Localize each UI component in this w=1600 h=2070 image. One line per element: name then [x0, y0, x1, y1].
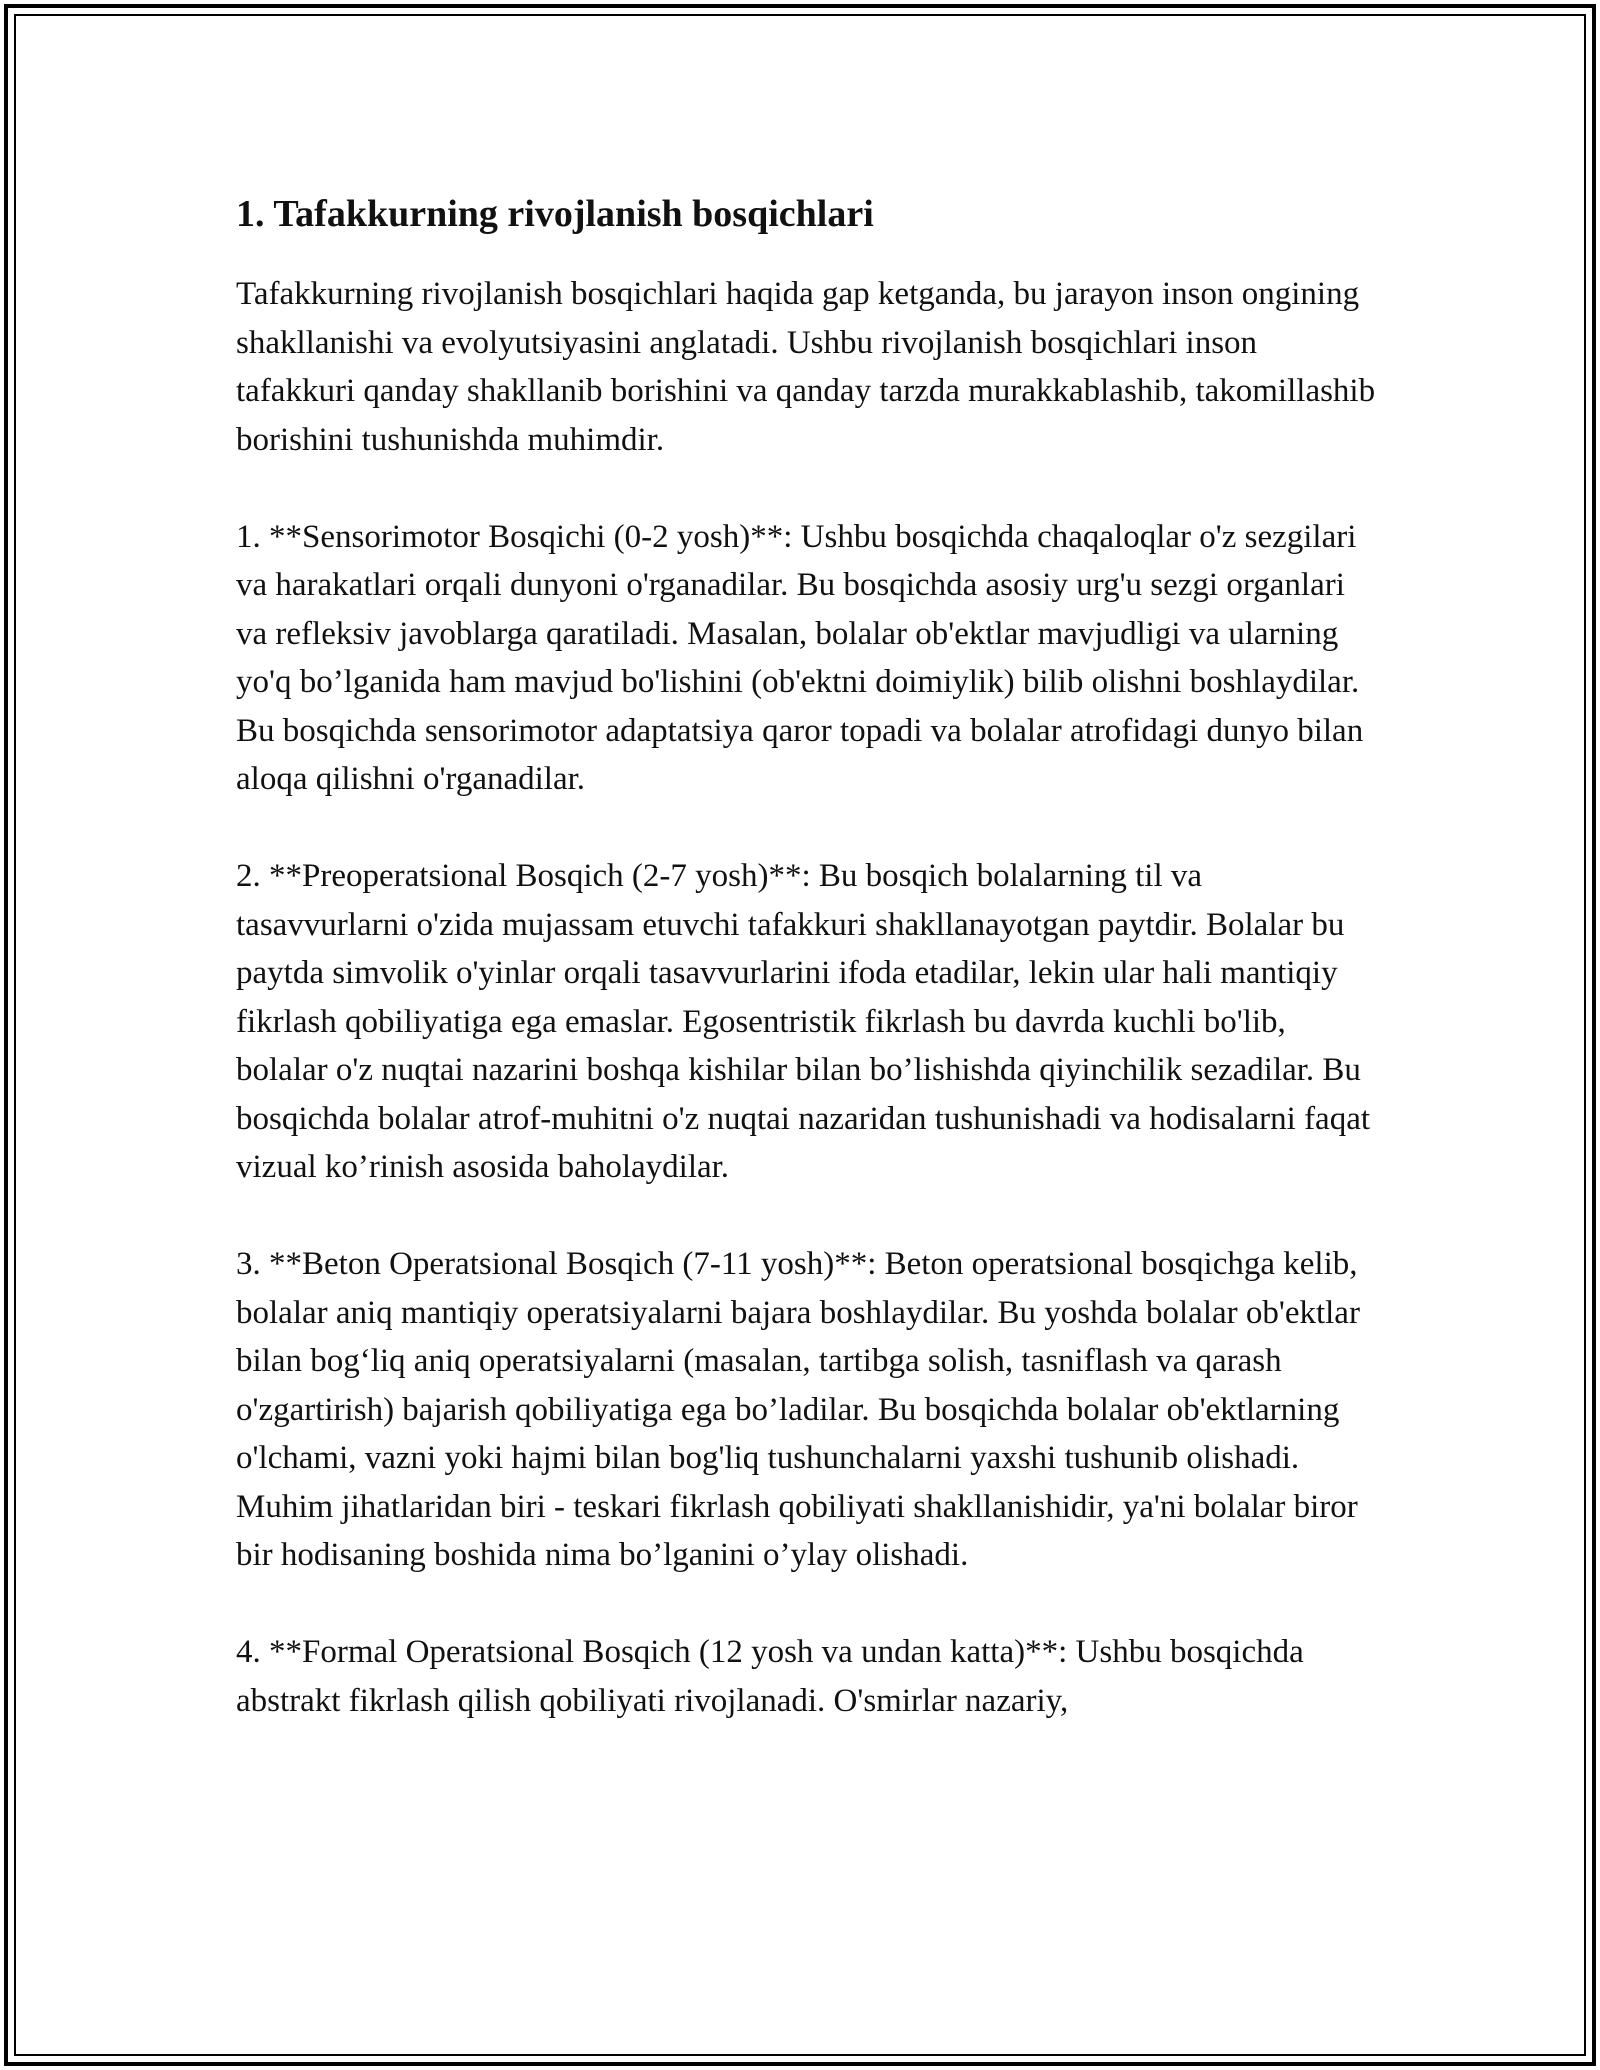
document-content — [236, 186, 1376, 1774]
document-title: 1. Tafakkurning rivojlanish bosqichlari — [236, 193, 874, 235]
paragraph-stage-4: 4. **Formal Operatsional Bosqich (12 yosh va undan katta)**: Ushbu bosqichda abstrakt fikrlash qilish qobiliyati rivojlanadi. O'smirlar nazariy, — [236, 1634, 1304, 1719]
paragraph-stage-3: 3. **Beton Operatsional Bosqich (7-11 yosh)**: Beton operatsional bosqichga kelib, bolalar aniq mantiqiy operatsiyalarni bajara boshlaydilar. Bu yoshda bolalar ob'ektlar bilan bog‘liq aniq operatsiyalarni (masalan, tartibga solish, tasniflash va qarash o'zgartirish) bajarish qobiliyatiga ega bo’ladilar. Bu bosqichda bolalar ob'ektlarning o'lchami, vazni yoki hajmi bilan bog'liq tushunchalarni yaxshi tushunib olishadi. Muhim jihatlaridan biri - teskari fikrlash qobiliyati shakllanishidir, ya'ni bolalar biror bir hodisaning boshida nima bo’lganini o’ylay olishadi. — [236, 1246, 1360, 1573]
paragraph-intro: Tafakkurning rivojlanish bosqichlari haqida gap ketganda, bu jarayon inson ongining shakllanishi va evolyutsiyasini anglatadi. Ushbu rivojlanish bosqichlari inson tafakkuri qanday shakllanib borishini va qanday tarzda murakkablashib, takomillashib borishini tushunishda muhimdir. — [236, 276, 1376, 458]
paragraph-stage-2: 2. **Preoperatsional Bosqich (2-7 yosh)**: Bu bosqich bolalarning til va tasavvurlarni o'zida mujassam etuvchi tafakkuri shakllanayotgan paytdir. Bolalar bu paytda simvolik o'yinlar orqali tasavvurlarini ifoda etadilar, lekin ular hali mantiqiy fikrlash qobiliyatiga ega emaslar. Egosentristik fikrlash bu davrda kuchli bo'lib, bolalar o'z nuqtai nazarini boshqa kishilar bilan bo’lishishda qiyinchilik sezadilar. Bu bosqichda bolalar atrof-muhitni o'z nuqtai nazaridan tushunishadi va hodisalarni faqat vizual ko’rinish asosida baholaydilar. — [236, 858, 1371, 1185]
paragraph-stage-1: 1. **Sensorimotor Bosqichi (0-2 yosh)**: Ushbu bosqichda chaqaloqlar o'z sezgilari va harakatlari orqali dunyoni o'rganadilar. Bu bosqichda asosiy urg'u sezgi organlari va refleksiv javoblarga qaratiladi. Masalan, bolalar ob'ektlar mavjudligi va ularning yo'q bo’lganida ham mavjud bo'lishini (ob'ektni doimiylik) bilib olishni boshlaydilar. Bu bosqichda sensorimotor adaptatsiya qaror topadi va bolalar atrofidagi dunyo bilan aloqa qilishni o'rganadilar. — [236, 518, 1364, 797]
